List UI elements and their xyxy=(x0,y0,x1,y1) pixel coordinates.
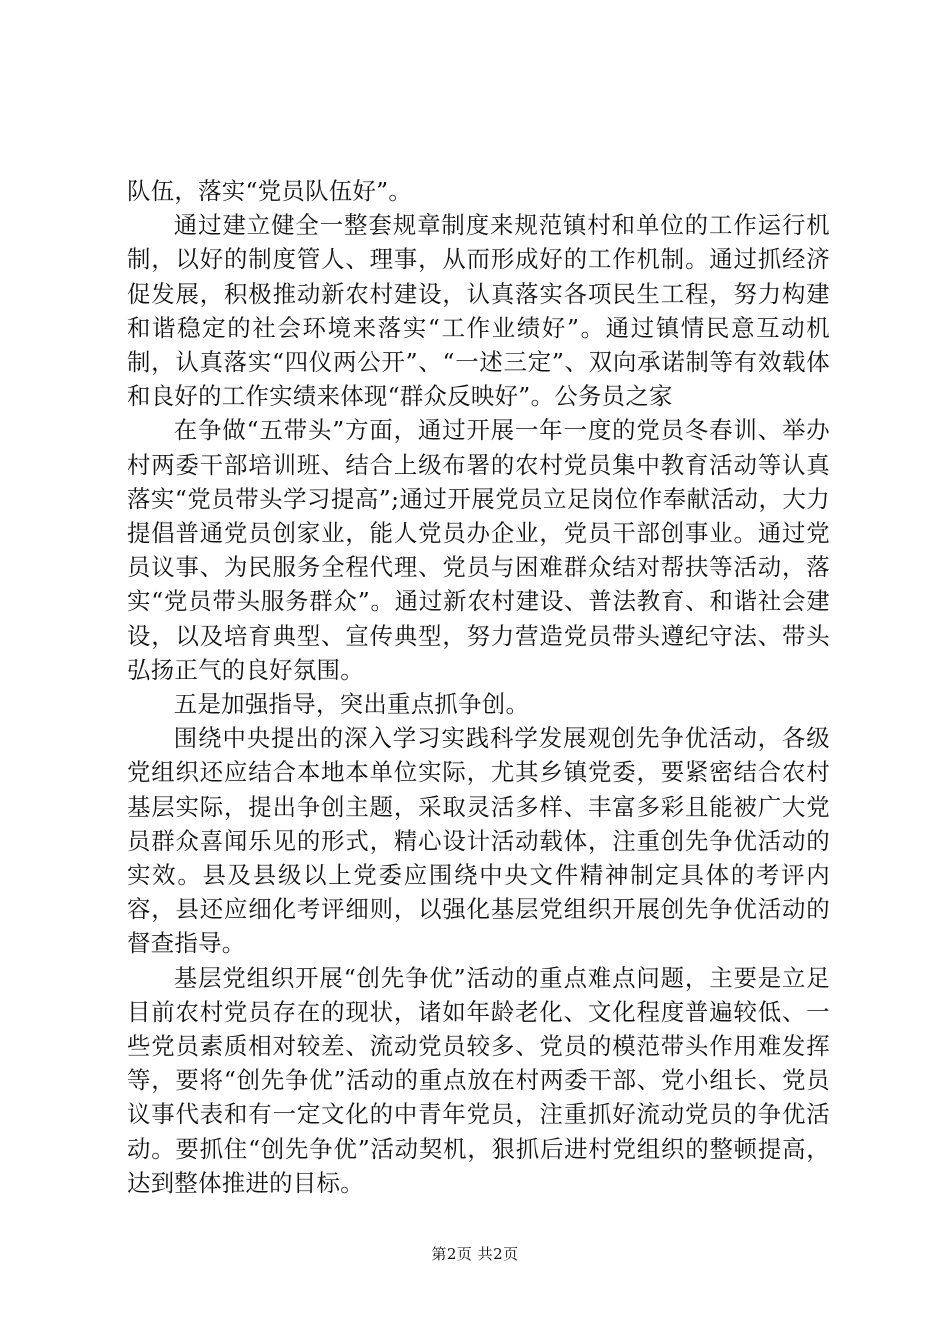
page-number-label: 第2页 共2页 xyxy=(431,1245,519,1263)
paragraph-6: 基层党组织开展“创先争优”活动的重点难点问题，主要是立足目前农村党员存在的现状，诸如年龄老化、文化程度普遍较低、一些党员素质相对较差、流动党员较多、党员的模范带头作用难发挥等，要将“创先争优”活动的重点放在村两委干部、党小组长、党员议事代表和有一定文化的中青年党员，注重抓好流动党员的争优活动。要抓住“创先争优”活动契机，狠抓后进村党组织的整顿提高，达到整体推进的目标。 xyxy=(127,963,830,1197)
document-body xyxy=(127,174,830,1200)
paragraph-2: 通过建立健全一整套规章制度来规范镇村和单位的工作运行机制，以好的制度管人、理事，从而形成好的工作机制。通过抓经济促发展，积极推动新农村建设，认真落实各项民生工程，努力构建和谐稳定的社会环境来落实“工作业绩好”。通过镇情民意互动机制，认真落实“四仪两公开”、“一述三定”、双向承诺制等有效载体和良好的工作实绩来体现“群众反映好”。公务员之家 xyxy=(127,211,830,411)
page-footer xyxy=(0,1244,950,1264)
paragraph-1: 队伍，落实“党员队伍好”。 xyxy=(127,177,413,205)
paragraph-4: 五是加强指导，突出重点抓争创。 xyxy=(173,690,530,719)
paragraph-3: 在争做“五带头”方面，通过开展一年一度的党员冬春训、举办村两委干部培训班、结合上级布署的农村党员集中教育活动等认真落实“党员带头学习提高”;通过开展党员立足岗位作奉献活动，大力提倡普通党员创家业，能人党员办企业，党员干部创事业。通过党员议事、为民服务全程代理、党员与困难群众结对帮扶等活动，落实“党员带头服务群众”。通过新农村建设、普法教育、和谐社会建设，以及培育典型、宣传典型，努力营造党员带头遵纪守法、带头弘扬正气的良好氛围。 xyxy=(127,416,830,684)
paragraph-5: 围绕中央提出的深入学习实践科学发展观创先争优活动，各级党组织还应结合本地本单位实际，尤其乡镇党委，要紧密结合农村基层实际，提出争创主题，采取灵活多样、丰富多彩且能被广大党员群众喜闻乐见的形式，精心设计活动载体，注重创先争优活动的实效。县及县级以上党委应围绕中央文件精神制定具体的考评内容，县还应细化考评细则，以强化基层党组织开展创先争优活动的督查指导。 xyxy=(127,724,830,958)
